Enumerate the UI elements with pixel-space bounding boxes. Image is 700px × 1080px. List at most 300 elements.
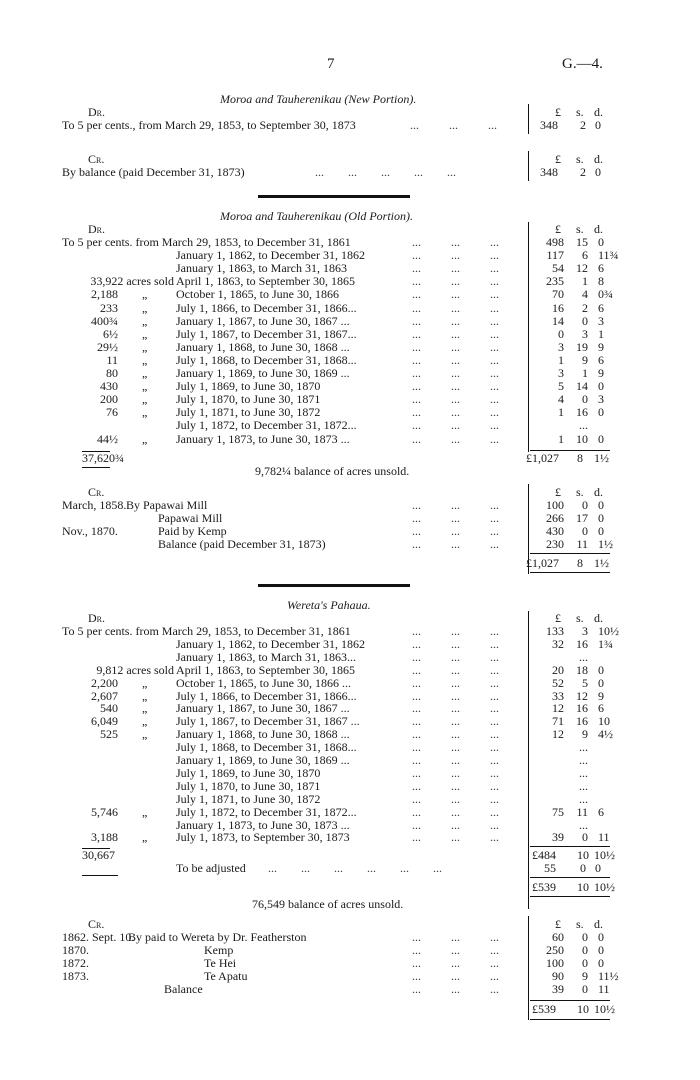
amount-shillings: 2 — [582, 300, 588, 315]
amount-shillings: 16 — [576, 636, 588, 651]
acres-sold: 3,188 — [91, 830, 118, 845]
credit-date: 1873. — [62, 969, 89, 984]
ditto-mark: „ — [142, 714, 148, 729]
credit-date: March, 1858. — [62, 498, 127, 512]
total-rule — [530, 572, 610, 573]
amount-shillings: ... — [579, 817, 588, 832]
total-rule — [530, 1019, 610, 1020]
credit-total-shillings: 10 — [577, 1002, 589, 1016]
leader-dots: ... ... ... — [412, 313, 499, 328]
amount-pounds: 3 — [558, 366, 564, 380]
column-rule — [528, 151, 529, 181]
leader-dots: ... ... ... — [412, 431, 499, 446]
amount-shillings: 3 — [582, 326, 588, 341]
amount-pounds: 12 — [552, 701, 564, 716]
total-rule — [530, 1000, 610, 1001]
leader-dots: ... ... ... — [412, 662, 499, 677]
amount-shillings: 4 — [582, 287, 588, 302]
debit-amount-pounds: 348 — [540, 118, 558, 132]
acres-sold: 33,922 acres sold — [90, 274, 174, 289]
credit-date: 1862. Sept. 10. — [62, 930, 135, 944]
ledger-row-text: July 1, 1871, to June 30, 1872 — [176, 791, 321, 806]
leader-dots: ... ... ... — [412, 511, 499, 526]
pound-head: £ — [555, 917, 561, 931]
amount-pence: 0¾ — [598, 287, 613, 302]
leader-dots: ... ... ... — [412, 714, 499, 729]
leader-dots: ... ... ... — [412, 982, 499, 997]
ledger-row-text: July 1, 1872, to December 31, 1872... — [176, 418, 357, 433]
amount-pence: 10 — [598, 714, 610, 729]
total-rule — [530, 896, 610, 897]
amount-pounds: 39 — [552, 982, 564, 997]
leader-dots: ... ... ... — [412, 817, 499, 832]
credit-label: Cr. — [88, 152, 105, 166]
acres-total-rule — [82, 875, 118, 876]
ledger-row-text: July 1, 1866, to December 31, 1866... — [176, 688, 357, 703]
amount-pence: 6 — [598, 701, 604, 716]
amount-pounds: 71 — [552, 714, 564, 729]
amount-pence: 11 — [598, 982, 610, 997]
subtotal-pence: 10½ — [594, 848, 615, 862]
amount-shillings: ... — [579, 753, 588, 767]
credit-row-text: Balance (paid December 31, 1873) — [158, 537, 326, 552]
adjustment-entry: To be adjusted — [176, 861, 246, 875]
acres-sold: 5,746 — [91, 804, 118, 819]
ditto-mark: „ — [142, 300, 148, 315]
amount-pence: 3 — [598, 392, 604, 407]
acres-sold: 2,188 — [91, 287, 118, 302]
column-rule — [528, 222, 529, 452]
leader-dots: ... ... ... ... ... ... — [268, 861, 442, 875]
ledger-row-text: January 1, 1867, to June 30, 1867 ... — [176, 313, 350, 328]
acres-sold: 44½ — [97, 431, 118, 446]
amount-pence: 0 — [598, 524, 604, 539]
amount-shillings: 0 — [582, 930, 588, 944]
amount-pence: 6 — [598, 804, 604, 819]
amount-shillings: 16 — [576, 714, 588, 729]
section-divider — [258, 195, 410, 198]
shilling-head: s. — [576, 222, 584, 236]
amount-shillings: ... — [579, 418, 588, 433]
amount-pence: 3 — [598, 313, 604, 328]
credit-row-text: Te Apatu — [204, 969, 248, 984]
amount-shillings: 5 — [582, 675, 588, 690]
amount-pence: 6 — [598, 352, 604, 367]
shilling-head: s. — [576, 611, 584, 625]
amount-shillings: ... — [579, 765, 588, 780]
credit-total-pounds: £539 — [532, 1002, 556, 1016]
debit-amount-shillings: 2 — [580, 118, 586, 132]
credit-amount-pounds: 348 — [540, 165, 558, 179]
credit-row-text: By Papawai Mill — [126, 498, 208, 512]
acres-sold: 525 — [100, 727, 118, 742]
pound-head: £ — [555, 485, 561, 499]
ledger-row-text: April 1, 1863, to September 30, 1865 — [176, 274, 355, 289]
amount-pounds: 12 — [552, 727, 564, 742]
credit-label: Cr. — [88, 485, 105, 499]
ledger-row-text: January 1, 1862, to December 31, 1862 — [176, 636, 365, 651]
amount-pounds: 52 — [552, 675, 564, 690]
amount-pounds: 266 — [546, 511, 564, 526]
debit-amount-pence: 0 — [595, 118, 601, 132]
unsold-acres-note: 9,782¼ balance of acres unsold. — [255, 464, 410, 478]
leader-dots: ... ... ... ... ... — [315, 165, 456, 179]
pound-head: £ — [555, 611, 561, 625]
ledger-row-text: January 1, 1862, to December 31, 1862 — [176, 248, 365, 263]
leader-dots: ... ... ... — [412, 287, 499, 302]
total-acres: 30,667 — [82, 848, 115, 862]
amount-pence: 1¾ — [598, 636, 613, 651]
amount-shillings: 16 — [576, 405, 588, 420]
amount-shillings: 1 — [582, 366, 588, 380]
acres-sold: 9,812 acres sold — [96, 662, 174, 677]
acres-sold: 2,200 — [91, 675, 118, 690]
amount-pounds: 75 — [552, 804, 564, 819]
leader-dots: ... ... ... — [412, 235, 499, 249]
amount-shillings: ... — [579, 649, 588, 664]
amount-shillings: 15 — [576, 235, 588, 249]
adjustment-pence: 0 — [595, 861, 601, 875]
leader-dots: ... ... ... — [412, 624, 499, 638]
column-rule — [528, 916, 529, 1020]
ditto-mark: „ — [142, 405, 148, 420]
debit-total-shillings: 8 — [577, 451, 583, 465]
amount-pence: 8 — [598, 274, 604, 289]
amount-pounds: 1 — [558, 352, 564, 367]
ledger-row-text: January 1, 1873, to June 30, 1873 ... — [176, 431, 350, 446]
amount-pence: 10½ — [598, 624, 619, 638]
section-title-weretas-pahaua: Wereta's Pahaua. — [287, 598, 371, 612]
acres-sold: 6,049 — [91, 714, 118, 729]
amount-shillings: 17 — [576, 511, 588, 526]
amount-pounds: 39 — [552, 830, 564, 845]
ledger-row-text: January 1, 1863, to March 31, 1863 — [176, 261, 347, 276]
section-divider — [258, 584, 410, 587]
acres-sold: 200 — [100, 392, 118, 407]
amount-pounds: 5 — [558, 379, 564, 394]
amount-shillings: 0 — [582, 498, 588, 512]
leader-dots: ... ... ... — [412, 943, 499, 958]
acres-sold: 6½ — [103, 326, 118, 341]
amount-pounds: 33 — [552, 688, 564, 703]
amount-pence: 0 — [598, 235, 604, 249]
amount-pounds: 0 — [558, 326, 564, 341]
leader-dots: ... ... ... — [412, 636, 499, 651]
acres-sold: 80 — [106, 366, 118, 380]
amount-pence: 1 — [598, 326, 604, 341]
ledger-row-text: July 1, 1873, to September 30, 1873 — [176, 830, 350, 845]
acres-sold: 400¾ — [91, 313, 118, 328]
amount-pounds: 117 — [546, 248, 564, 263]
credit-total-pounds: £1,027 — [526, 556, 559, 570]
amount-pence: 0 — [598, 956, 604, 971]
amount-pounds: 498 — [546, 235, 564, 249]
document-reference: G.—4. — [562, 56, 603, 72]
leader-dots: ... ... ... — [412, 765, 499, 780]
leader-dots: ... ... ... — [412, 778, 499, 793]
amount-shillings: 3 — [582, 624, 588, 638]
ditto-mark: „ — [142, 287, 148, 302]
acres-sold: 540 — [100, 701, 118, 716]
amount-pounds: 90 — [552, 969, 564, 984]
acres-sold: 2,607 — [91, 688, 118, 703]
ditto-mark: „ — [142, 392, 148, 407]
debit-total-pounds: £1,027 — [526, 451, 559, 465]
ledger-row-text: July 1, 1867, to December 31, 1867 ... — [176, 714, 360, 729]
debit-total-pence: 1½ — [594, 451, 609, 465]
subtotal-pounds: £484 — [532, 848, 556, 862]
leader-dots: ... ... ... — [412, 379, 499, 394]
leader-dots: ... ... ... — [412, 740, 499, 755]
amount-shillings: 0 — [582, 943, 588, 958]
total-rule — [530, 553, 610, 554]
ledger-row-text: July 1, 1870, to June 30, 1871 — [176, 392, 321, 407]
ledger-row-text: January 1, 1868, to June 30, 1868 ... — [176, 339, 350, 354]
amount-shillings: 1 — [582, 274, 588, 289]
amount-shillings: 9 — [582, 969, 588, 984]
credit-row-text: Papawai Mill — [158, 511, 223, 526]
amount-pence: 0 — [598, 498, 604, 512]
amount-pence: 11½ — [598, 969, 619, 984]
leader-dots: ... ... ... — [412, 830, 499, 845]
acres-sold: 29½ — [97, 339, 118, 354]
amount-pence: 6 — [598, 261, 604, 276]
amount-pence: 4½ — [598, 727, 613, 742]
ditto-mark: „ — [142, 804, 148, 819]
leader-dots: ... ... ... — [412, 326, 499, 341]
ditto-mark: „ — [142, 379, 148, 394]
pound-head: £ — [555, 222, 561, 236]
ditto-mark: „ — [142, 313, 148, 328]
leader-dots: ... ... ... — [412, 274, 499, 289]
amount-shillings: ... — [579, 791, 588, 806]
leader-dots: ... ... ... — [412, 300, 499, 315]
ditto-mark: „ — [142, 431, 148, 446]
ditto-mark: „ — [142, 352, 148, 367]
ledger-row-text: To 5 per cents. from March 29, 1853, to December 31, 1861 — [62, 624, 351, 638]
amount-shillings: 0 — [582, 392, 588, 407]
leader-dots: ... ... ... — [412, 498, 499, 512]
pound-head: £ — [555, 152, 561, 166]
shilling-head: s. — [576, 917, 584, 931]
amount-shillings: ... — [579, 778, 588, 793]
amount-pence: 0 — [598, 431, 604, 446]
amount-pounds: 16 — [552, 300, 564, 315]
ledger-row-text: April 1, 1863, to September 30, 1865 — [176, 662, 355, 677]
ledger-row-text: January 1, 1863, to March 31, 1863... — [176, 649, 356, 664]
amount-shillings: 0 — [582, 830, 588, 845]
amount-shillings: 0 — [582, 313, 588, 328]
leader-dots: ... ... ... — [412, 727, 499, 742]
credit-row-text: Te Hei — [204, 956, 237, 971]
amount-shillings: 18 — [576, 662, 588, 677]
credit-date: 1870. — [62, 943, 89, 958]
subtotal-shillings: 10 — [577, 848, 589, 862]
amount-shillings: 0 — [582, 982, 588, 997]
leader-dots: ... ... ... — [412, 537, 499, 552]
leader-dots: ... ... ... — [412, 701, 499, 716]
amount-pounds: 133 — [546, 624, 564, 638]
amount-shillings: 6 — [582, 248, 588, 263]
acres-sold: 233 — [100, 300, 118, 315]
total-rule — [530, 877, 610, 878]
leader-dots: ... ... ... — [412, 366, 499, 380]
shilling-head: s. — [576, 105, 584, 119]
ditto-mark: „ — [142, 326, 148, 341]
acres-total-rule — [82, 467, 110, 468]
amount-pence: 0 — [598, 943, 604, 958]
leader-dots: ... ... ... — [412, 753, 499, 767]
pound-head: £ — [555, 105, 561, 119]
pence-head: d. — [594, 152, 603, 166]
credit-total-pence: 1½ — [594, 556, 609, 570]
leader-dots: ... ... ... — [412, 649, 499, 664]
debit-entry: To 5 per cents., from March 29, 1853, to September 30, 1873 — [62, 118, 356, 132]
leader-dots: ... ... ... — [412, 688, 499, 703]
leader-dots: ... ... ... — [412, 352, 499, 367]
ledger-row-text: October 1, 1865, to June 30, 1866 — [176, 287, 339, 302]
credit-row-text: Kemp — [204, 943, 234, 958]
leader-dots: ... ... ... — [412, 930, 499, 944]
ledger-row-text: July 1, 1866, to December 31, 1866... — [176, 300, 357, 315]
debit-label: Dr. — [88, 611, 106, 625]
leader-dots: ... ... ... — [412, 804, 499, 819]
amount-pounds: 430 — [546, 524, 564, 539]
amount-pence: 0 — [598, 405, 604, 420]
credit-total-shillings: 8 — [577, 556, 583, 570]
ledger-row-text: July 1, 1872, to December 31, 1872... — [176, 804, 357, 819]
credit-label: Cr. — [88, 917, 105, 931]
leader-dots: ... ... ... — [412, 418, 499, 433]
amount-pounds: 32 — [552, 636, 564, 651]
amount-shillings: 16 — [576, 701, 588, 716]
ledger-row-text: October 1, 1865, to June 30, 1866 ... — [176, 675, 351, 690]
amount-pounds: 250 — [546, 943, 564, 958]
amount-pounds: 4 — [558, 392, 564, 407]
amount-shillings: 19 — [576, 339, 588, 354]
debit-label: Dr. — [88, 105, 106, 119]
credit-row-text: Paid by Kemp — [158, 524, 227, 539]
amount-pounds: 235 — [546, 274, 564, 289]
leader-dots: ... ... ... — [412, 248, 499, 263]
amount-pence: 0 — [598, 930, 604, 944]
amount-shillings: 12 — [576, 688, 588, 703]
amount-shillings: 14 — [576, 379, 588, 394]
credit-date: 1872. — [62, 956, 89, 971]
debit-total-pence: 10½ — [594, 880, 615, 894]
amount-shillings: 9 — [582, 727, 588, 742]
ledger-row-text: July 1, 1869, to June 30, 1870 — [176, 765, 321, 780]
amount-pounds: 230 — [546, 537, 564, 552]
page-number: 7 — [327, 56, 335, 72]
amount-pence: 11¾ — [598, 248, 619, 263]
ledger-row-text: July 1, 1868, to December 31, 1868... — [176, 352, 357, 367]
debit-label: Dr. — [88, 222, 106, 236]
ledger-row-text: January 1, 1869, to June 30, 1869 ... — [176, 366, 350, 380]
credit-amount-shillings: 2 — [580, 165, 586, 179]
ledger-row-text: January 1, 1868, to June 30, 1868 ... — [176, 727, 350, 742]
amount-shillings: 10 — [576, 431, 588, 446]
amount-pence: 0 — [598, 675, 604, 690]
acres-sold: 430 — [100, 379, 118, 394]
acres-sold: 76 — [106, 405, 118, 420]
credit-amount-pence: 0 — [595, 165, 601, 179]
amount-shillings: 0 — [582, 956, 588, 971]
amount-shillings: 0 — [582, 524, 588, 539]
column-rule — [528, 611, 529, 909]
amount-pence: 1½ — [598, 537, 613, 552]
amount-pence: 9 — [598, 688, 604, 703]
ditto-mark: „ — [142, 830, 148, 845]
amount-pounds: 54 — [552, 261, 564, 276]
section-title-old-portion: Moroa and Tauherenikau (Old Portion). — [220, 209, 413, 223]
amount-pounds: 100 — [546, 956, 564, 971]
ditto-mark: „ — [142, 339, 148, 354]
amount-pounds: 70 — [552, 287, 564, 302]
credit-row-text: By paid to Wereta by Dr. Featherston — [128, 930, 307, 944]
amount-shillings: 11 — [576, 537, 588, 552]
debit-total-shillings: 10 — [577, 880, 589, 894]
leader-dots: ... ... ... — [410, 118, 497, 132]
column-rule — [528, 104, 529, 134]
ditto-mark: „ — [142, 701, 148, 716]
ditto-mark: „ — [142, 727, 148, 742]
leader-dots: ... ... ... — [412, 675, 499, 690]
debit-total-pounds: £539 — [532, 880, 556, 894]
credit-row-text: Balance — [164, 982, 203, 997]
leader-dots: ... ... ... — [412, 339, 499, 354]
amount-pence: 9 — [598, 366, 604, 380]
amount-shillings: ... — [579, 740, 588, 755]
amount-shillings: 11 — [576, 804, 588, 819]
credit-entry: By balance (paid December 31, 1873) — [62, 165, 245, 179]
acres-sold: 11 — [106, 352, 118, 367]
amount-pounds: 100 — [546, 498, 564, 512]
shilling-head: s. — [576, 485, 584, 499]
amount-pence: 11 — [598, 830, 610, 845]
ledger-row-text: January 1, 1867, to June 30, 1867 ... — [176, 701, 350, 716]
pence-head: d. — [594, 485, 603, 499]
amount-pounds: 14 — [552, 313, 564, 328]
amount-pounds: 20 — [552, 662, 564, 677]
amount-shillings: 9 — [582, 352, 588, 367]
ledger-row-text: To 5 per cents. from March 29, 1853, to December 31, 1861 — [62, 235, 351, 249]
total-rule — [530, 846, 610, 847]
amount-shillings: 12 — [576, 261, 588, 276]
credit-date: Nov., 1870. — [62, 524, 118, 539]
ditto-mark: „ — [142, 688, 148, 703]
ledger-row-text: July 1, 1867, to December 31, 1867... — [176, 326, 357, 341]
leader-dots: ... ... ... — [412, 791, 499, 806]
adjustment-shillings: 0 — [580, 861, 586, 875]
amount-pounds: 60 — [552, 930, 564, 944]
section-title-new-portion: Moroa and Tauherenikau (New Portion). — [220, 92, 417, 106]
unsold-acres-note: 76,549 balance of acres unsold. — [252, 897, 404, 911]
ledger-row-text: January 1, 1869, to June 30, 1869 ... — [176, 753, 350, 767]
leader-dots: ... ... ... — [412, 261, 499, 276]
ledger-row-text: July 1, 1871, to June 30, 1872 — [176, 405, 321, 420]
amount-pence: 0 — [598, 511, 604, 526]
ledger-row-text: January 1, 1873, to June 30, 1873 ... — [176, 817, 350, 832]
pence-head: d. — [594, 105, 603, 119]
ledger-row-text: July 1, 1869, to June 30, 1870 — [176, 379, 321, 394]
amount-pence: 9 — [598, 339, 604, 354]
amount-pounds: 3 — [558, 339, 564, 354]
ledger-row-text: July 1, 1868, to December 31, 1868... — [176, 740, 357, 755]
ditto-mark: „ — [142, 675, 148, 690]
pence-head: d. — [594, 917, 603, 931]
pence-head: d. — [594, 222, 603, 236]
